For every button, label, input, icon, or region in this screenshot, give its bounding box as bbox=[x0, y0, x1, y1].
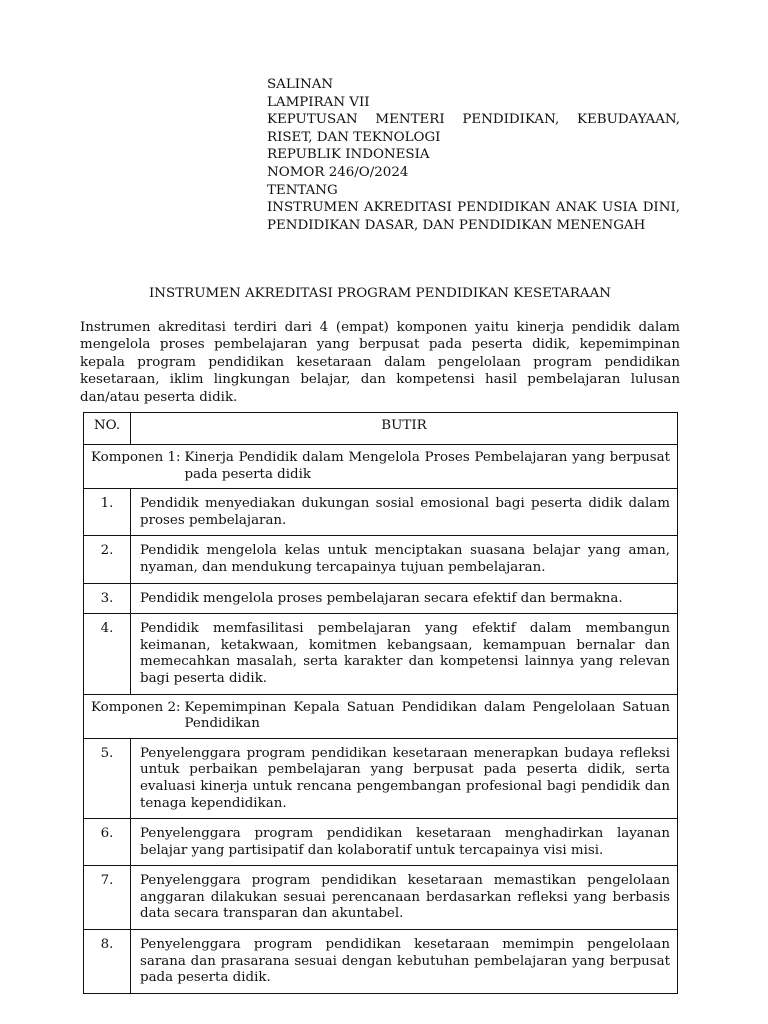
item-text: Pendidik mengelola kelas untuk menciptakan suasana belajar yang aman, nyaman, dan mendukung tercapainya tujuan pembelajaran. bbox=[131, 536, 678, 583]
document-title: INSTRUMEN AKREDITASI PROGRAM PENDIDIKAN KESETARAAN bbox=[149, 286, 611, 301]
header-ministry-line: RISET, DAN TEKNOLOGI bbox=[267, 129, 441, 145]
table-row bbox=[84, 866, 678, 930]
item-text: Pendidik mengelola proses pembelajaran secara efektif dan bermakna. bbox=[131, 583, 678, 614]
item-text: Pendidik memfasilitasi pembelajaran yang efektif dalam membangun keimanan, ketakwaan, komitmen kebangsaan, kemampuan bernalar dan memecahkan masalah, serta karakter dan kompetensi lainnya yang relevan bagi peserta didik. bbox=[131, 614, 678, 694]
item-number: 7. bbox=[84, 866, 131, 930]
item-text: Penyelenggara program pendidikan kesetaraan memastikan pengelolaan anggaran dilakukan sesuai perencanaan berdasarkan refleksi yang berbasis data secara transparan dan akuntabel. bbox=[131, 866, 678, 930]
header-copy-label: SALINAN bbox=[267, 77, 334, 92]
component-row bbox=[84, 694, 678, 738]
column-header-no: NO. bbox=[84, 413, 131, 445]
item-number: 1. bbox=[84, 489, 131, 536]
table-row bbox=[84, 819, 678, 866]
component-label: Komponen 1: bbox=[91, 450, 181, 465]
component-title: Kinerja Pendidik dalam Mengelola Proses Pembelajaran yang berpusat pada peserta didik bbox=[184, 450, 670, 482]
item-text: Penyelenggara program pendidikan kesetaraan memimpin pengelolaan sarana dan prasarana sesuai dengan kebutuhan pembelajaran yang berpusat pada peserta didik. bbox=[131, 930, 678, 994]
component-label: Komponen 2: bbox=[91, 699, 181, 715]
item-text: Penyelenggara program pendidikan kesetaraan menghadirkan layanan belajar yang partisipatif dan kolaboratif untuk tercapainya visi misi. bbox=[131, 819, 678, 866]
item-number: 4. bbox=[84, 614, 131, 694]
item-text: Pendidik menyediakan dukungan sosial emosional bagi peserta didik dalam proses pembelajaran. bbox=[131, 489, 678, 536]
header-about-label: TENTANG bbox=[267, 182, 338, 198]
table-row bbox=[84, 489, 678, 536]
header-number: NOMOR 246/O/2024 bbox=[267, 164, 409, 180]
item-number: 8. bbox=[84, 930, 131, 994]
decree-header bbox=[267, 76, 680, 234]
header-country: REPUBLIK INDONESIA bbox=[267, 147, 430, 163]
component-row bbox=[84, 445, 678, 489]
item-number: 6. bbox=[84, 819, 131, 866]
table-row bbox=[84, 738, 678, 818]
instrument-table bbox=[83, 412, 678, 994]
table-row bbox=[84, 930, 678, 994]
table-row bbox=[84, 583, 678, 614]
item-number: 3. bbox=[84, 583, 131, 614]
header-subject: INSTRUMEN AKREDITASI PENDIDIKAN ANAK USIA DINI, PENDIDIKAN DASAR, DAN PENDIDIKAN MENENGAH bbox=[267, 200, 680, 233]
table-row bbox=[84, 536, 678, 583]
table-header-row bbox=[84, 413, 678, 445]
table-row bbox=[84, 614, 678, 694]
header-decree-line: KEPUTUSAN MENTERI PENDIDIKAN, KEBUDAYAAN, bbox=[267, 112, 680, 128]
item-number: 2. bbox=[84, 536, 131, 583]
column-header-butir: BUTIR bbox=[131, 413, 678, 445]
component-title: Kepemimpinan Kepala Satuan Pendidikan dalam Pengelolaan Satuan Pendidikan bbox=[184, 699, 670, 732]
header-attachment-label: LAMPIRAN VII bbox=[267, 94, 370, 110]
item-number: 5. bbox=[84, 738, 131, 818]
intro-paragraph: Instrumen akreditasi terdiri dari 4 (empat) komponen yaitu kinerja pendidik dalam mengelola proses pembelajaran yang berpusat pada peserta didik, kepemimpinan kepala program pendidikan kesetaraan dalam pengelolaan program pendidikan kesetaraan, iklim lingkungan belajar, dan kompetensi hasil pembelajaran lulusan dan/atau peserta didik. bbox=[80, 320, 680, 405]
item-text: Penyelenggara program pendidikan kesetaraan menerapkan budaya refleksi untuk perbaikan pembelajaran yang berpusat pada peserta didik, serta evaluasi kinerja untuk rencana pengembangan profesional bagi pendidik dan tenaga kependidikan. bbox=[131, 738, 678, 818]
